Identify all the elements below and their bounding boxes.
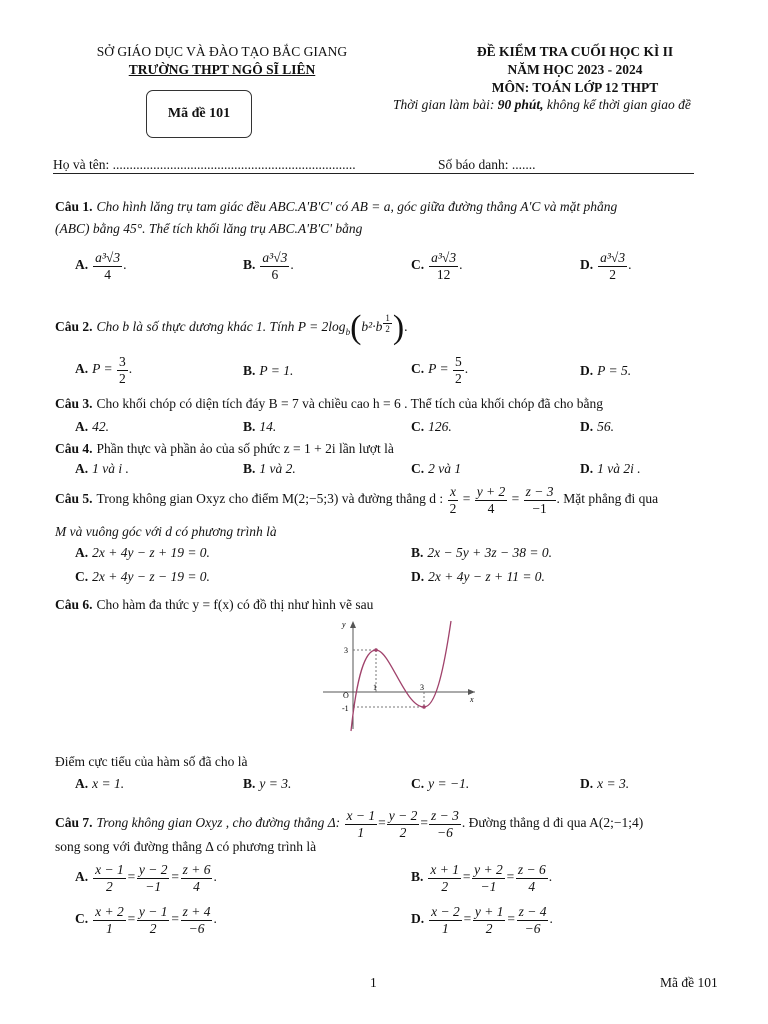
q5-option-a: A. 2x + 4y − z + 19 = 0. bbox=[75, 545, 210, 560]
divider bbox=[53, 173, 694, 174]
q6-option-a: A. x = 1. bbox=[75, 776, 125, 791]
question-7-line2: song song với đường thẳng Δ có phương trình là bbox=[55, 839, 317, 854]
question-4: Câu 4. Phần thực và phần ảo của số phức z = 1 + 2i lần lượt là bbox=[55, 441, 394, 456]
q2-option-d: D. P = 5. bbox=[580, 363, 632, 378]
question-7: Câu 7. Trong không gian Oxyz , cho đường thẳng Δ: $\frac{x - 1}{1}$ = $\frac{y - 2}{2}$ = $\frac{z - 3}{-6}$ . Đường thẳng d đi qua A(2;−1;4) bbox=[55, 808, 644, 840]
department-name: SỞ GIÁO DỤC VÀ ĐÀO TẠO BẮC GIANG bbox=[96, 44, 348, 59]
function-graph bbox=[315, 615, 485, 733]
tick-y3: 3 bbox=[344, 646, 348, 655]
q3-option-c: C. 126. bbox=[411, 419, 452, 434]
q3-option-d: D. 56. bbox=[580, 419, 614, 434]
student-name-field[interactable]: Họ và tên: ........................................................................ bbox=[53, 157, 356, 172]
question-3: Câu 3. Cho khối chóp có diện tích đáy B = 7 và chiều cao h = 6 . Thể tích của khối chóp đã cho bằng bbox=[55, 396, 603, 411]
question-1: Câu 1. Cho hình lăng trụ tam giác đều ABC.A'B'C' có AB = a, góc giữa đường thẳng A'C và mặt phẳng bbox=[55, 199, 618, 214]
q5-option-c: C. 2x + 4y − z − 19 = 0. bbox=[75, 569, 210, 584]
school-name: TRƯỜNG THPT NGÔ SĨ LIÊN bbox=[128, 62, 316, 77]
q3-option-a: A. 42. bbox=[75, 419, 109, 434]
q7-option-a: A. $\frac{x - 1}{2}$ = $\frac{y - 2}{-1}$ = $\frac{z + 6}{4}$ . bbox=[75, 862, 217, 894]
time-note: Thời gian làm bài: 90 phút, không kể thời gian giao đề bbox=[393, 97, 691, 112]
question-5-line2: M và vuông góc với d có phương trình là bbox=[55, 524, 277, 539]
question-2: Câu 2. Cho b là số thực dương khác 1. Tính $P = 2\log_b(b^2\cdot b$ $^{\frac{1}{2}}$ ). bbox=[55, 309, 408, 346]
q2-option-a: A. P = $\frac{3}{2}$ . bbox=[75, 354, 133, 386]
q4-option-c: C. 2 và 1 bbox=[411, 461, 462, 476]
x-axis-label: x bbox=[470, 695, 474, 704]
y-axis-arrow bbox=[350, 621, 356, 628]
q4-option-d: D. 1 và 2i . bbox=[580, 461, 641, 476]
q3-option-b: B. 14. bbox=[243, 419, 277, 434]
max-point bbox=[374, 648, 378, 652]
school-year: NĂM HỌC 2023 - 2024 bbox=[507, 62, 643, 77]
subject: MÔN: TOÁN LỚP 12 THPT bbox=[491, 80, 659, 95]
q1-option-d: D. $\frac{\text{a³√3}}{2}$ . bbox=[580, 250, 632, 282]
question-6-prompt: Điểm cực tiểu của hàm số đã cho là bbox=[55, 754, 248, 769]
origin-label: O bbox=[343, 691, 349, 700]
footer-exam-code: Mã đề 101 bbox=[660, 975, 718, 990]
question-6: Câu 6. Cho hàm đa thức y = f(x) có đồ thị như hình vẽ sau bbox=[55, 597, 374, 612]
y-axis-label: y bbox=[342, 620, 346, 629]
q1-option-b: B. $\frac{\text{a³√3}}{6}$ . bbox=[243, 250, 294, 282]
tick-x1: 1 bbox=[373, 683, 377, 692]
q5-option-b: B. 2x − 5y + 3z − 38 = 0. bbox=[411, 545, 552, 560]
q4-option-a: A. 1 và i . bbox=[75, 461, 129, 476]
q2-option-c: C. P = $\frac{5}{2}$ . bbox=[411, 354, 469, 386]
q5-option-d: D. 2x + 4y − z + 11 = 0. bbox=[411, 569, 545, 584]
q6-option-c: C. y = −1. bbox=[411, 776, 470, 791]
q1-option-a: A. $\frac{\text{a³√3}}{4}$ . bbox=[75, 250, 127, 282]
q1-option-c: C. $\frac{\text{a³√3}}{12}$ . bbox=[411, 250, 463, 282]
q6-option-b: B. y = 3. bbox=[243, 776, 292, 791]
question-5: Câu 5. Trong không gian Oxyz cho điểm M(2;−5;3) và đường thẳng d : $\frac{x}{2}$ = $\frac{y + 2}{4}$ = $\frac{z - 3}{-1}$ . Mặt phẳng đi qua bbox=[55, 484, 659, 516]
q7-option-d: D. $\frac{x - 2}{1}$ = $\frac{y + 1}{2}$ = $\frac{z - 4}{-6}$ . bbox=[411, 904, 553, 936]
q7-option-c: C. $\frac{x + 2}{1}$ = $\frac{y - 1}{2}$ = $\frac{z + 4}{-6}$ . bbox=[75, 904, 217, 936]
q2-option-b: B. P = 1. bbox=[243, 363, 294, 378]
q6-option-d: D. x = 3. bbox=[580, 776, 630, 791]
function-curve bbox=[351, 621, 451, 731]
exam-title: ĐỀ KIỂM TRA CUỐI HỌC KÌ II bbox=[476, 44, 674, 59]
page-number: 1 bbox=[370, 975, 377, 990]
min-point bbox=[422, 705, 426, 709]
question-1-line2: (ABC) bằng 45°. Thể tích khối lăng trụ ABC.A'B'C' bằng bbox=[55, 221, 363, 236]
q7-option-b: B. $\frac{x + 1}{2}$ = $\frac{y + 2}{-1}$ = $\frac{z - 6}{4}$ . bbox=[411, 862, 553, 894]
tick-x3: 3 bbox=[420, 683, 424, 692]
student-id-field[interactable]: Số báo danh: ....... bbox=[438, 157, 536, 172]
tick-yneg1: -1 bbox=[342, 704, 349, 713]
exam-code-box: Mã đề 101 bbox=[146, 90, 252, 138]
q4-option-b: B. 1 và 2. bbox=[243, 461, 296, 476]
